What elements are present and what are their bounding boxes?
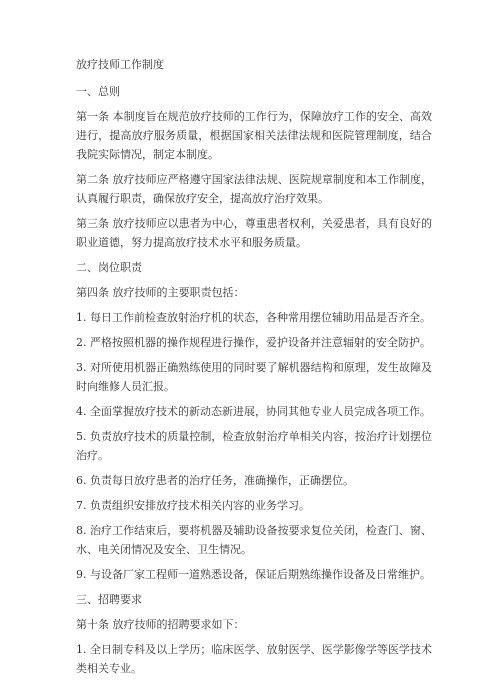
list-item: 6. 负责每日放疗患者的治疗任务，准确操作，正确摆位。 [76, 474, 354, 487]
section-heading-duties: 二、岗位职责 [76, 261, 142, 274]
duties-list [76, 308, 432, 584]
list-item: 4. 全面掌握放疗技术的新动态新进展，协同其他专业人员完成各项工作。 [76, 405, 431, 418]
article-1: 第一条 本制度旨在规范放疗技师的工作行为，保障放疗工作的安全、高效进行，提高放疗服务质量，根据国家相关法律法规和医院管理制度，结合我院实际情况，制定本制度。 [76, 110, 432, 161]
list-item: 7. 负责组织安排放疗技术相关内容的业务学习。 [76, 499, 310, 512]
article-3: 第三条 放疗技师应以患者为中心，尊重患者权利，关爱患者，具有良好的职业道德，努力提高放疗技术水平和服务质量。 [76, 217, 432, 249]
document-title: 放疗技师工作制度 [76, 58, 164, 71]
list-item: 1. 每日工作前检查放射治疗机的状态，各种常用摆位辅助用品是否齐全。 [76, 311, 431, 324]
article-2: 第二条 放疗技师应严格遵守国家法律法规、医院规章制度和本工作制度，认真履行职责，确保放疗安全，提高放疗治疗效果。 [76, 173, 432, 205]
section-heading-recruitment: 三、招聘要求 [76, 593, 142, 606]
list-item: 8. 治疗工作结束后，要将机器及辅助设备按要求复位关闭，检查门、窗、水、电关闭情况及安全、卫生情况。 [76, 524, 432, 556]
list-item: 1. 全日制专科及以上学历；临床医学、放射医学、医学影像学等医学技术类相关专业。 [76, 643, 432, 675]
article-4: 第四条 放疗技师的主要职责包括： [76, 286, 245, 299]
list-item: 3. 对所使用机器正确熟练使用的同时要了解机器结构和原理，发生故障及时向维修人员汇报。 [76, 361, 432, 393]
list-item: 9. 与设备厂家工程师一道熟悉设备，保证后期熟练操作设备及日常维护。 [76, 568, 431, 581]
list-item: 5. 负责放疗技术的质量控制，检查放射治疗单相关内容，按治疗计划摆位治疗。 [76, 430, 432, 462]
section-heading-general: 一、总则 [76, 85, 120, 98]
article-10: 第十条 放疗技师的招聘要求如下： [76, 618, 245, 631]
document-page [76, 55, 432, 684]
list-item: 2. 严格按照机器的操作规程进行操作，爱护设备并注意辐射的安全防护。 [76, 336, 431, 349]
recruitment-list [76, 640, 432, 678]
